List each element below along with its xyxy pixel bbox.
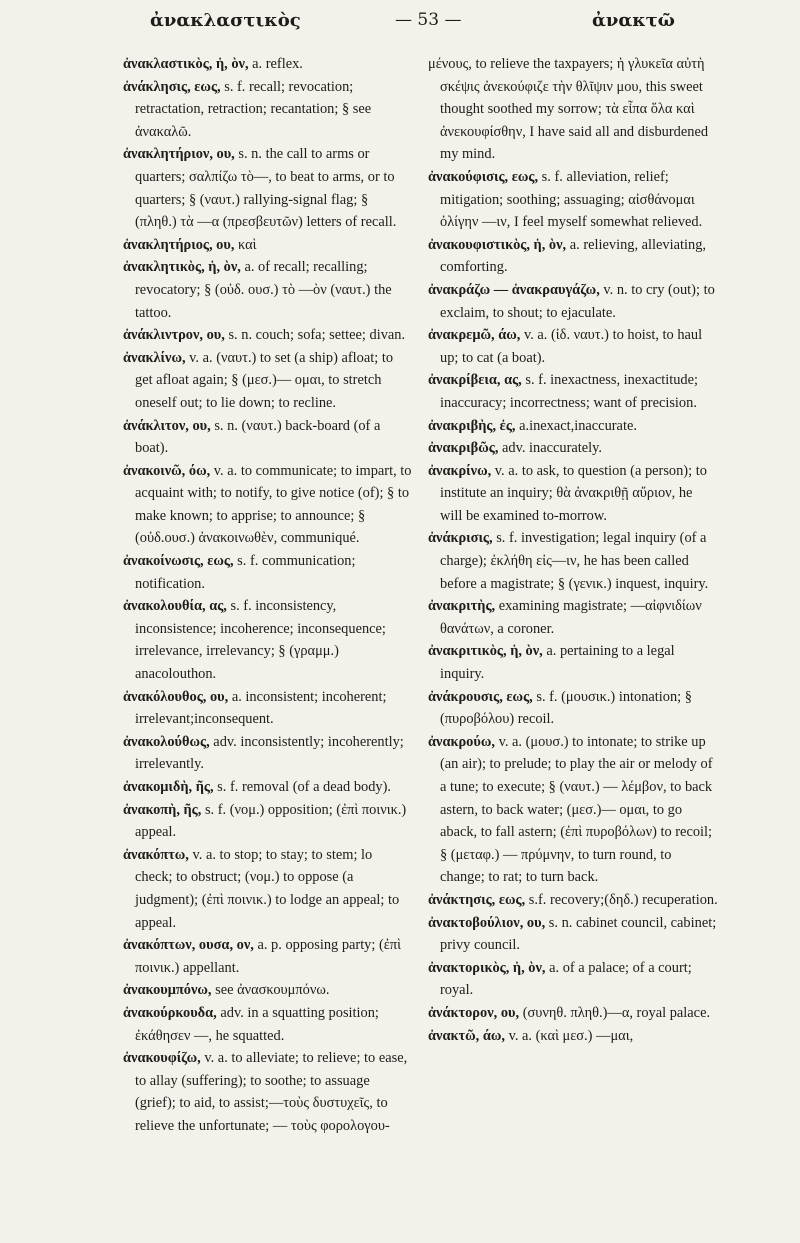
entry-definition: v. a. (ἰδ. ναυτ.) to hoist, to haul up; to cat (a boat). bbox=[440, 327, 703, 366]
entry-headword: ἀνακριβὴς, ἐς, bbox=[428, 417, 516, 434]
entry-headword: ἀνακλαστικὸς, ἡ, ὸν, bbox=[123, 56, 249, 72]
dictionary-entry bbox=[428, 437, 718, 460]
entry-headword: ἀνακόπτων, ουσα, ον, bbox=[123, 937, 254, 954]
entry-definition: examining magistrate; —αἰφνιδίων θανάτων, a coroner. bbox=[440, 598, 702, 637]
entry-headword: ἀνάκτορον, ου, bbox=[428, 1004, 520, 1021]
dictionary-entry bbox=[428, 460, 718, 528]
dictionary-entry bbox=[123, 347, 413, 415]
dictionary-entry bbox=[428, 1002, 718, 1025]
dictionary-entry bbox=[428, 640, 718, 685]
dictionary-entry bbox=[123, 1002, 413, 1047]
entry-definition: s. f. (μουσικ.) intonation; § (πυροβόλου) recoil. bbox=[440, 688, 692, 728]
entry-definition: s. f. removal (of a dead body). bbox=[213, 779, 391, 795]
dictionary-entry bbox=[428, 1025, 718, 1048]
entry-definition: s. f. inconsistency, inconsistence; incoherence; inconsequence; irrelevance, irrelevancy; § (γραμμ.) anacolouthon. bbox=[135, 598, 386, 683]
entry-headword: ἀνακοινῶ, όω, bbox=[123, 462, 211, 479]
dictionary-entry bbox=[123, 53, 413, 76]
running-header bbox=[0, 10, 800, 40]
entry-headword: ἀνακόλουθος, ου, bbox=[123, 688, 229, 705]
entry-headword: ἀνακτορικὸς, ἡ, ὸν, bbox=[428, 959, 546, 976]
entry-headword: ἀνακρίβεια, ας, bbox=[428, 372, 522, 389]
entry-definition: s. n. cabinet council, cabinet; privy council. bbox=[440, 914, 717, 954]
entry-definition: s. n. (ναυτ.) back-board (of a boat). bbox=[135, 417, 381, 457]
entry-headword: ἀνακριβῶς, bbox=[428, 440, 499, 457]
entry-definition: s. f. inexactness, inexactitude; inaccuracy; incorrectness; want of precision. bbox=[440, 372, 698, 411]
entry-headword: ἀνάκλιντρον, ου, bbox=[123, 327, 225, 344]
dictionary-entry bbox=[123, 595, 413, 685]
entry-headword: ἀνακομιδὴ, ῆς, bbox=[123, 779, 214, 795]
entry-headword: ἀνάκλιτον, ου, bbox=[123, 417, 211, 434]
entry-headword: ἀνακολούθως, bbox=[123, 733, 210, 750]
entry-definition: a. pertaining to a legal inquiry. bbox=[440, 643, 675, 683]
dictionary-entry bbox=[428, 166, 718, 234]
dictionary-entry bbox=[123, 799, 413, 844]
dictionary-entry bbox=[428, 889, 718, 912]
right-column bbox=[428, 53, 718, 1047]
entry-definition: v. a. to stop; to stay; to stem; lo check; to obstruct; (νομ.) to oppose (a judgment); (ἐπὶ ποινικ.) to lodge an appeal; to appeal. bbox=[135, 846, 400, 931]
dictionary-entry bbox=[123, 731, 413, 776]
entry-headword: ἀνακοπὴ, ῆς, bbox=[123, 801, 202, 818]
entry-definition: s. f. investigation; legal inquiry (of a charge); ἐκλήθη εἰς—ιν, he has been called before a magistrate; § (γενικ.) inquest, inquiry. bbox=[440, 530, 709, 592]
entry-definition: a. inconsistent; incoherent; irrelevant;inconsequent. bbox=[135, 688, 387, 728]
dictionary-entry bbox=[428, 957, 718, 1002]
entry-headword: ἀνακολουθία, ας, bbox=[123, 598, 227, 615]
left-guide-word: ἀνακλαστικὸς bbox=[150, 10, 301, 31]
dictionary-entry bbox=[123, 256, 413, 324]
dictionary-entry bbox=[123, 143, 413, 233]
entry-definition: s. f. communication; notification. bbox=[135, 553, 356, 592]
entry-headword: ἀνάκτησις, εως, bbox=[428, 891, 526, 908]
entry-definition: s.f. recovery;(δηδ.) recuperation. bbox=[525, 891, 718, 908]
dictionary-entry bbox=[123, 460, 413, 550]
left-column bbox=[123, 53, 413, 1138]
page-number: — 53 — bbox=[395, 10, 462, 30]
entry-definition: v. n. to cry (out); to exclaim, to shout; to ejaculate. bbox=[440, 281, 715, 321]
entry-headword: ἀνακόπτω, bbox=[123, 846, 189, 863]
entry-headword: ἀνακρίνω, bbox=[428, 462, 492, 479]
entry-headword: ἀνακλίνω, bbox=[123, 349, 186, 366]
entry-headword: ἀνακλητήριος, ου, bbox=[123, 236, 235, 253]
dictionary-entry bbox=[428, 53, 718, 166]
entry-headword: ἀνακράζω — ἀνακραυγάζω, bbox=[428, 281, 600, 298]
entry-definition: s. f. (νομ.) opposition; (ἐπὶ ποινικ.) appeal. bbox=[135, 801, 407, 841]
dictionary-entry bbox=[428, 324, 718, 369]
entry-headword: ἀνάκλησις, εως, bbox=[123, 78, 221, 95]
entry-definition: a. of recall; recalling; revocatory; § (οὐδ. ουσ.) τὸ —ὸν (ναυτ.) the tattoo. bbox=[135, 259, 392, 321]
dictionary-entry bbox=[428, 527, 718, 595]
dictionary-entry bbox=[123, 934, 413, 979]
entry-definition: a. relieving, alleviating, comforting. bbox=[440, 236, 706, 276]
right-guide-word: ἀνακτῶ bbox=[592, 10, 675, 31]
dictionary-entry bbox=[123, 415, 413, 460]
entry-headword: ἀνάκρουσις, εως, bbox=[428, 688, 533, 705]
entry-headword: ἀνάκρισις, bbox=[428, 530, 493, 547]
dictionary-entry bbox=[123, 1047, 413, 1137]
dictionary-entry bbox=[123, 324, 413, 347]
dictionary-entry bbox=[428, 415, 718, 438]
entry-headword: ἀνακρούω, bbox=[428, 733, 495, 750]
entry-headword: ἀνακρεμῶ, άω, bbox=[428, 327, 521, 344]
entry-definition: adv. inconsistently; incoherently; irrelevantly. bbox=[135, 733, 404, 773]
entry-definition: v. a. to communicate; to impart, to acquaint with; to notify, to give notice (of); § to make known; to apprise; to announce; § (οὐδ.ουσ.) ἀνακοινωθὲν, communiqué. bbox=[135, 462, 412, 547]
dictionary-entry bbox=[428, 686, 718, 731]
dictionary-entry bbox=[123, 979, 413, 1002]
entry-definition: v. a. to alleviate; to relieve; to ease, to allay (suffering); to soothe; to assuage (grief); to aid, to assist;—τοὺς δυστυχεῖς, to relieve the unfortunate; — τοὺς φορολογου- bbox=[135, 1050, 408, 1134]
entry-definition: a. reflex. bbox=[248, 56, 303, 72]
dictionary-entry bbox=[123, 550, 413, 595]
entry-definition: s. n. couch; sofa; settee; divan. bbox=[224, 327, 406, 344]
entry-headword: ἀνακούφισις, εως, bbox=[428, 168, 539, 185]
entry-definition: v. a. (καὶ μεσ.) —μαι, bbox=[504, 1027, 634, 1044]
entry-definition: see ἀνασκουμπόνω. bbox=[211, 982, 330, 999]
entry-headword: ἀνακουφιστικὸς, ἡ, ὸν, bbox=[428, 236, 567, 253]
dictionary-entry bbox=[123, 686, 413, 731]
entry-definition: (συνηθ. πληθ.)—α, royal palace. bbox=[519, 1004, 711, 1021]
dictionary-entry bbox=[428, 731, 718, 889]
entry-headword: ἀνακτῶ, άω, bbox=[428, 1027, 505, 1044]
entry-headword: ἀνακουφίζω, bbox=[123, 1050, 201, 1067]
entry-definition: a. of a palace; of a court; royal. bbox=[440, 959, 692, 999]
dictionary-entry bbox=[428, 279, 718, 324]
dictionary-entry bbox=[428, 234, 718, 279]
entry-headword: ἀνακτοβούλιον, ου, bbox=[428, 914, 546, 931]
entry-definition: adv. inaccurately. bbox=[498, 440, 603, 457]
entry-headword: ἀνακούρκουδα, bbox=[123, 1004, 217, 1021]
dictionary-entry bbox=[123, 234, 413, 257]
entry-definition: a.inexact,inaccurate. bbox=[515, 417, 637, 434]
entry-definition: v. a. (ναυτ.) to set (a ship) afloat; to get afloat again; § (μεσ.)— ομαι, to stretch oneself out; to lie down; to recline. bbox=[135, 349, 394, 411]
entry-headword: ἀνακουμπόνω, bbox=[123, 982, 212, 999]
dictionary-entry bbox=[428, 912, 718, 957]
entry-definition: μένους, to relieve the taxpayers; ἡ γλυκεῖα αὐτὴ σκέψις ἀνεκούφιζε τὴν θλῖψιν μου, this sweet thought soothed my sorrow; τὰ εἶπα ὅλα καὶ ἀνεκουφίσθην, I have said all and disburdened my mind. bbox=[428, 56, 709, 163]
dictionary-entry bbox=[428, 369, 718, 414]
entry-definition: v. a. to ask, to question (a person); to institute an inquiry; θὰ ἀνακριθῇ αὔριον, he will be examined to-morrow. bbox=[440, 462, 707, 524]
dictionary-entry bbox=[123, 844, 413, 934]
entry-headword: ἀνακλητικὸς, ἡ, ὸν, bbox=[123, 259, 241, 276]
entry-headword: ἀνακριτὴς, bbox=[428, 598, 496, 615]
dictionary-entry bbox=[123, 776, 413, 799]
entry-headword: ἀνακοίνωσις, εως, bbox=[123, 553, 234, 570]
entry-definition: a. p. opposing party; (ἐπὶ ποινικ.) appellant. bbox=[135, 937, 401, 976]
dictionary-entry bbox=[428, 595, 718, 640]
dictionary-entry bbox=[123, 76, 413, 144]
entry-definition: adv. in a squatting position; ἐκάθησεν —, he squatted. bbox=[135, 1004, 379, 1044]
entry-definition: v. a. (μουσ.) to intonate; to strike up (an air); to prelude; to play the air or melody of a tune; to execute; § (ναυτ.) — λέμβον, to back astern, to back water; (μεσ.)— ομαι, to go aback, to fall astern; (ἐπὶ πυροβόλων) to recoil; § (μεταφ.) — πρύμνην, to turn round, to change; to rat; to turn back. bbox=[440, 733, 713, 886]
entry-headword: ἀνακλητήριον, ου, bbox=[123, 146, 235, 163]
entry-definition: s. f. recall; revocation; retractation, retraction; recantation; § see ἀνακαλῶ. bbox=[135, 78, 372, 140]
entry-definition: καὶ bbox=[234, 236, 257, 253]
entry-definition: s. f. alleviation, relief; mitigation; soothing; assuaging; αἰσθάνομαι ὀλίγην —ιν, I feel myself somewhat relieved. bbox=[440, 168, 703, 231]
entry-headword: ἀνακριτικὸς, ἡ, ὸν, bbox=[428, 643, 543, 660]
entry-definition: s. n. the call to arms or quarters; σαλπίζω τὸ—, to beat to arms, or to quarters; § (ναυτ.) rallying-signal flag; § (πληθ.) τὰ —α (πρεσβευτῶν) letters of recall. bbox=[135, 146, 397, 231]
